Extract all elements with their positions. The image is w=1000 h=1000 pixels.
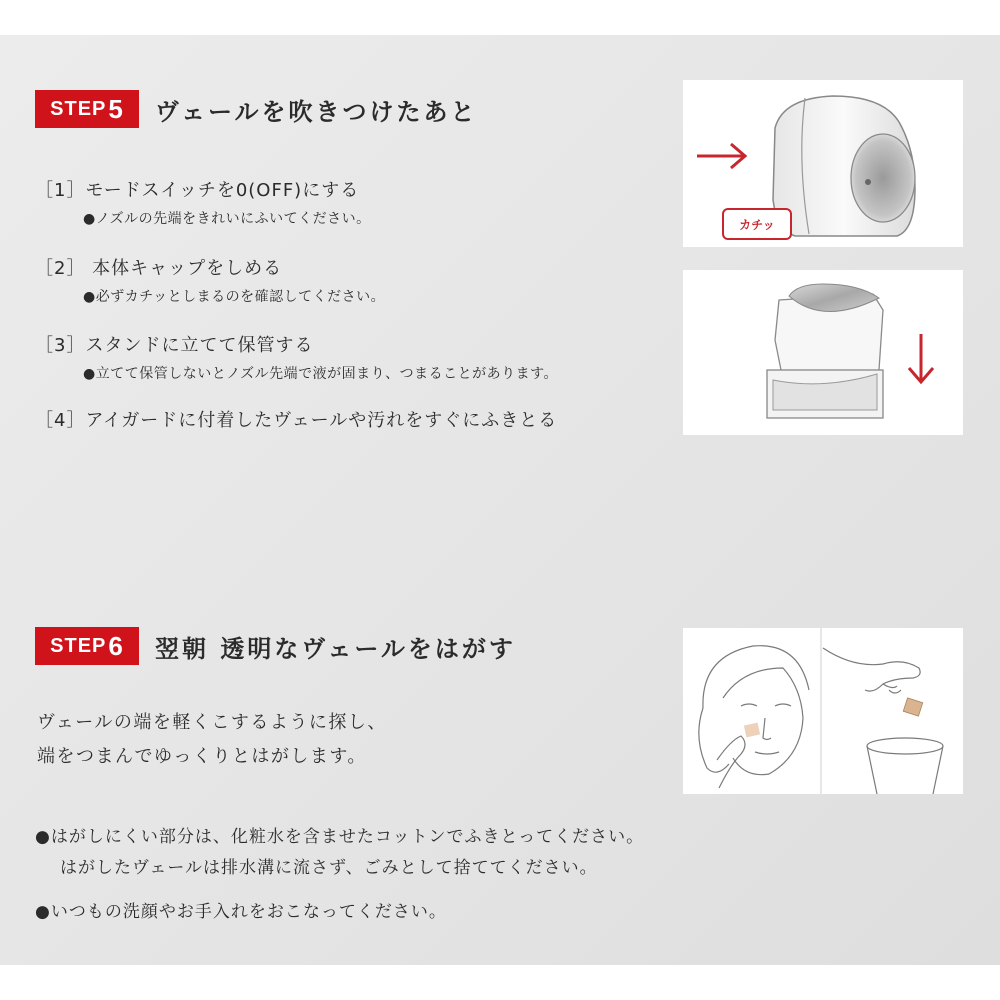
step5-badge-number: 5 — [108, 93, 124, 124]
step5-item-1-main: ［1］モードスイッチを0(OFF)にする — [35, 180, 360, 201]
step6-badge-number: 6 — [108, 630, 124, 661]
wastebasket-drawing — [867, 738, 943, 794]
step6-bullet-2: ●いつもの洗顔やお手入れをおこなってください。 — [35, 902, 447, 922]
step5-item-2 — [35, 254, 385, 306]
step5-item-2-note: ●必ずカチッとしまるのを確認してください。 — [83, 289, 386, 305]
step6-title: 翌朝 透明なヴェールをはがす — [155, 634, 516, 663]
right-arrow-icon — [697, 144, 745, 168]
step6-bullet-1: ●はがしにくい部分は、化粧水を含ませたコットンでふきとってください。 — [35, 827, 645, 847]
step6-badge-label: STEP — [50, 634, 107, 657]
click-callout: カチッ — [722, 208, 792, 240]
down-arrow-icon — [909, 334, 933, 382]
face-drawing — [699, 646, 809, 788]
step6-body-line-2: 端をつまんでゆっくりとはがします。 — [37, 746, 367, 767]
step5-title: ヴェールを吹きつけたあと — [155, 97, 478, 126]
step5-item-1-note: ●ノズルの先端をきれいにふいてください。 — [83, 211, 371, 227]
step5-item-3 — [35, 331, 558, 383]
step5-item-2-main: ［2］ 本体キャップをしめる — [35, 258, 283, 279]
device-stand-drawing — [683, 270, 963, 435]
step5-item-3-note: ●立てて保管しないとノズル先端で液が固まり、つまることがあります。 — [83, 366, 559, 382]
peeling-illustration — [683, 628, 963, 794]
step5-item-1 — [35, 176, 371, 228]
step5-item-4-main: ［4］アイガードに付着したヴェールや汚れをすぐにふきとる — [35, 410, 558, 431]
step5-badge-label: STEP — [50, 97, 107, 120]
step6-body-line-1: ヴェールの端を軽くこするように探し、 — [37, 712, 387, 733]
step6-badge — [35, 627, 139, 665]
step5-item-4 — [35, 406, 557, 432]
step6-bullet-1-cont: はがしたヴェールは排水溝に流さず、ごみとして捨ててください。 — [60, 858, 598, 878]
step5-badge — [35, 90, 139, 128]
stand-storage-illustration — [683, 270, 963, 435]
face-and-bin-drawing — [683, 628, 963, 794]
step6-body — [37, 706, 387, 774]
step6-header — [35, 627, 516, 665]
step5-header — [35, 90, 478, 128]
step5-item-3-main: ［3］スタンドに立てて保管する — [35, 335, 314, 356]
hand-drawing — [823, 648, 920, 693]
